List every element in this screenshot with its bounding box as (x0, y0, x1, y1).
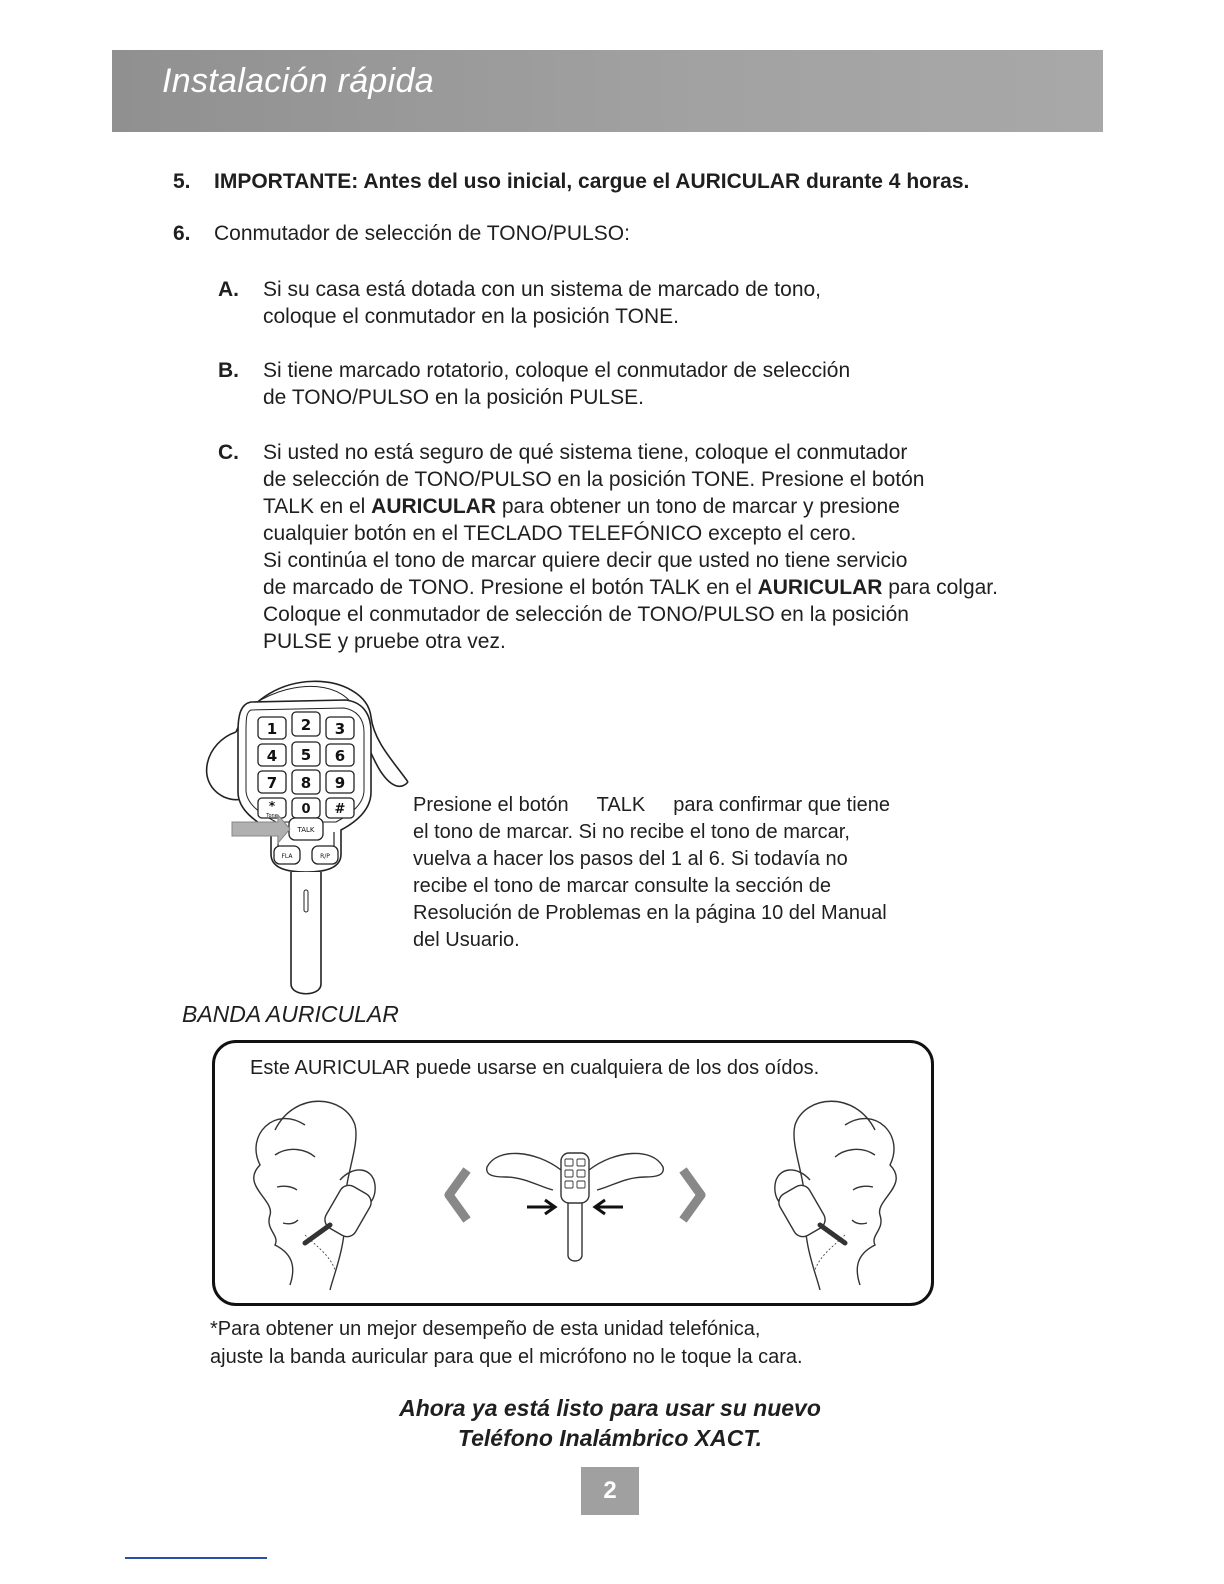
key-9-label: 9 (334, 774, 346, 792)
substep-c-line: Si usted no está seguro de qué sistema tiene, coloque el conmutador (263, 441, 908, 464)
step-5-text: IMPORTANTE: Antes del uso inicial, cargue el AURICULAR durante 4 horas. (214, 170, 970, 193)
bottom-rule (125, 1557, 267, 1559)
page-number: 2 (581, 1467, 639, 1515)
step-6-number: 6. (173, 222, 191, 245)
step-5-number: 5. (173, 170, 191, 193)
key-hash-label: # (334, 802, 346, 817)
chevron-left-icon (449, 1170, 467, 1220)
header-bar (112, 50, 1103, 132)
talk-key-label: TALK (297, 826, 315, 834)
substep-a-line: coloque el conmutador en la posición TONE. (263, 305, 679, 328)
key-1-label: 1 (266, 720, 278, 738)
ear-usage-illustration (235, 1095, 915, 1295)
substep-a-letter: A. (218, 278, 239, 301)
substep-b-letter: B. (218, 359, 239, 382)
auricular-emphasis: AURICULAR (757, 576, 883, 599)
substep-c-line: Coloque el conmutador de selección de TONO/PULSO en la posición (263, 603, 909, 626)
right-worn-headset (775, 1170, 845, 1243)
key-5-label: 5 (300, 746, 312, 764)
key-6-label: 6 (334, 747, 346, 765)
substep-c-line6-end: para colgar. (882, 576, 998, 599)
closing-line-2: Teléfono Inalámbrico XACT. (457, 1425, 763, 1451)
page-title: Instalación rápida (162, 62, 434, 100)
key-7-label: 7 (266, 774, 278, 792)
talk-line1-start: Presione el botón (413, 794, 569, 816)
chevron-right-icon (683, 1170, 701, 1220)
talk-line: vuelva a hacer los pasos del 1 al 6. Si todavía no (413, 848, 848, 870)
key-2-label: 2 (300, 716, 312, 734)
auricular-emphasis: AURICULAR (371, 495, 496, 518)
section-heading: BANDA AURICULAR (182, 1001, 399, 1027)
footnote-line: ajuste la banda auricular para que el micrófono no le toque la cara. (210, 1346, 803, 1368)
talk-line: recibe el tono de marcar consulte la sección de (413, 875, 832, 897)
closing-line-1: Ahora ya está listo para usar su nuevo (399, 1395, 821, 1421)
talk-instructions (413, 792, 890, 954)
arrow-right-icon (527, 1200, 555, 1214)
footnote-line: *Para obtener un mejor desempeño de esta unidad telefónica, (210, 1318, 761, 1340)
substep-c-line: de selección de TONO/PULSO en la posición TONE. Presione el botón (263, 468, 925, 491)
substep-c-line6-start: de marcado de TONO. Presione el botón TALK en el (263, 576, 758, 599)
talk-line (413, 792, 890, 819)
key-0-label: 0 (301, 802, 311, 817)
fla-key-label: FLA (281, 853, 293, 860)
substep-c-line (263, 493, 998, 520)
talk-line: Resolución de Problemas en la página 10 del Manual (413, 902, 887, 924)
key-3-label: 3 (334, 720, 346, 738)
talk-line: del Usuario. (413, 929, 520, 951)
substep-c-line (263, 574, 998, 601)
talk-line: el tono de marcar. Si no recibe el tono de marcar, (413, 821, 850, 843)
substep-c-line: Si continúa el tono de marcar quiere decir que usted no tiene servicio (263, 549, 908, 572)
center-headset (487, 1153, 664, 1261)
left-worn-headset (305, 1170, 375, 1243)
substep-c-letter: C. (218, 441, 239, 464)
talk-word: TALK (596, 794, 646, 816)
key-4-label: 4 (266, 747, 278, 765)
ear-usage-text: Este AURICULAR puede usarse en cualquiera de los dos oídos. (250, 1057, 820, 1079)
substep-c-line3-start: TALK en el (263, 495, 372, 518)
footnote (210, 1315, 803, 1371)
arrow-left-icon (595, 1200, 623, 1214)
ear-usage-box (212, 1040, 934, 1306)
substep-c-line: PULSE y pruebe otra vez. (263, 630, 506, 653)
substep-b-line: Si tiene marcado rotatorio, coloque el conmutador de selección (263, 359, 851, 382)
substep-a-line: Si su casa está dotada con un sistema de marcado de tono, (263, 278, 822, 301)
rp-key-label: R/P (320, 853, 330, 860)
key-8-label: 8 (300, 774, 312, 792)
key-star-label: * (268, 799, 276, 813)
substep-c-line3-end: para obtener un tono de marcar y presione (496, 495, 900, 518)
talk-line1-end: para confirmar que tiene (673, 794, 891, 816)
substep-c-line: cualquier botón en el TECLADO TELEFÓNICO excepto el cero. (263, 522, 857, 545)
headset-illustration (196, 672, 416, 1007)
substep-b-line: de TONO/PULSO en la posición PULSE. (263, 386, 644, 409)
tone-label: Tone (266, 813, 278, 819)
step-6-text: Conmutador de selección de TONO/PULSO: (214, 222, 630, 245)
